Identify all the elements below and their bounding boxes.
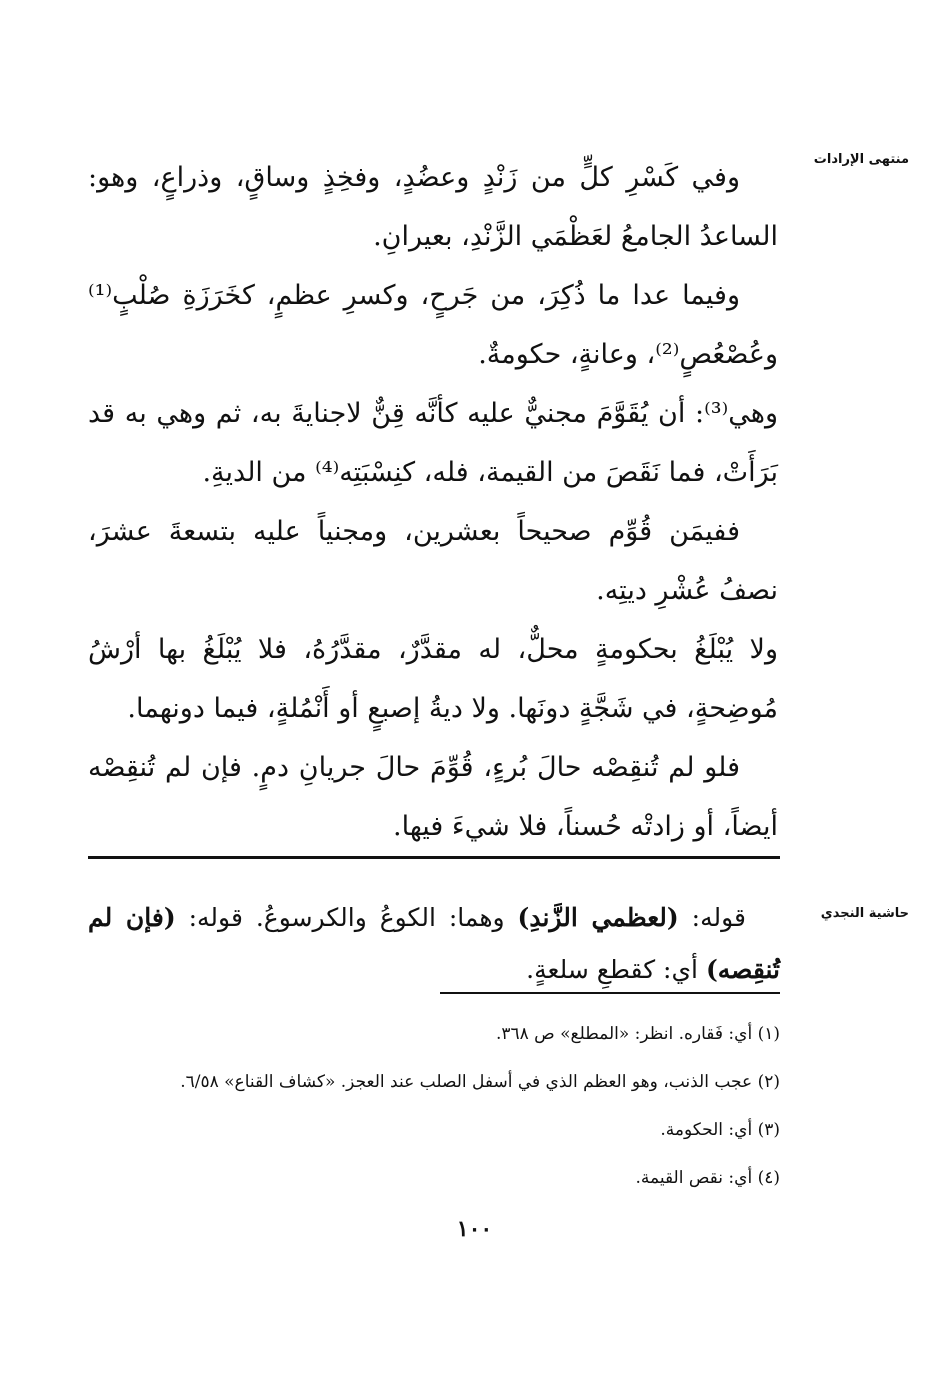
paragraph-hukuma: وفيما عدا ما ذُكِرَ، من جَرحٍ، وكسرِ عظمٍ، كخَرَزَةِ صُلْبٍ⁽¹⁾ وعُصْعُصٍ⁽²⁾، وعانةٍ، حكومةٌ. [88, 280, 778, 370]
footnote-2: (٢) عجب الذنب، وهو العظم الذي في أسفل الصلب عند العجز. «كشاف القناع» ٦/٥٨. [180, 1072, 780, 1092]
hashia-suffix: أي: كقطعِ سلعةٍ. [526, 955, 706, 984]
page-number: ١٠٠ [456, 1216, 493, 1242]
footnote-3: (٣) أي: الحكومة. [660, 1120, 780, 1140]
side-label-main-text: منتهى الإرادات [813, 152, 909, 167]
hashia-term-tunqis: (فإن لم تُنقِصه) [88, 903, 780, 984]
hashia-paragraph [88, 892, 780, 996]
footnote-1: (١) أي: فَقاره. انظر: «المطلع» ص ٣٦٨. [495, 1024, 780, 1044]
hashia-prefix: قوله: [678, 903, 746, 932]
footnote-separator [440, 992, 780, 994]
paragraph-limit: ولا يُبْلَغُ بحكومةٍ محلٌّ، له مقدَّرٌ، مقدَّرُهُ، فلا يُبْلَغُ بها أرْشُ مُوضِحةٍ، في شَجَّةٍ دونَها. ولا ديةُ إصبعٍ أو أَنْمُلةٍ، فيما دونهما. [88, 634, 778, 724]
side-label-hashia: حاشية النجدي [820, 906, 909, 921]
main-text-separator [88, 856, 780, 859]
paragraph-fractures: وفي كَسْرِ كلٍّ من زَنْدٍ وعضُدٍ، وفخِذٍ وساقٍ، وذراعٍ، وهو: الساعدُ الجامعُ لعَظْمَي الزَّنْدِ، بعيرانِ. [88, 162, 778, 252]
paragraph-no-reduction: فلو لم تُنقِصْه حالَ بُرءٍ، قُوِّمَ حالَ جريانِ دمٍ. فإن لم تُنقِصْه أيضاً، أو زادتْه حُسناً، فلا شيءَ فيها. [88, 752, 778, 842]
paragraph-example: ففيمَن قُوِّم صحيحاً بعشرين، ومجنياً عليه بتسعةَ عشرَ، نصفُ عُشْرِ ديتِه. [88, 516, 778, 606]
hashia-commentary [88, 892, 780, 996]
paragraph-hukuma-definition: وهي⁽³⁾: أن يُقَوَّمَ مجنيٌّ عليه كأنَّه قِنٌّ لاجنايةَ به، ثم وهي به قد بَرَأَتْ، فما نَقَصَ من القيمة، فله، كنِسْبَتِه⁽⁴⁾ من الديةِ. [88, 398, 778, 488]
main-text-body [88, 148, 778, 856]
footnote-4: (٤) أي: نقص القيمة. [635, 1168, 780, 1188]
hashia-term-zand: (لعظمي الزَّندِ) [517, 903, 679, 932]
footnotes [88, 1010, 780, 1202]
hashia-explanation: وهما: الكوعُ والكرسوعُ. قوله: [175, 903, 518, 932]
